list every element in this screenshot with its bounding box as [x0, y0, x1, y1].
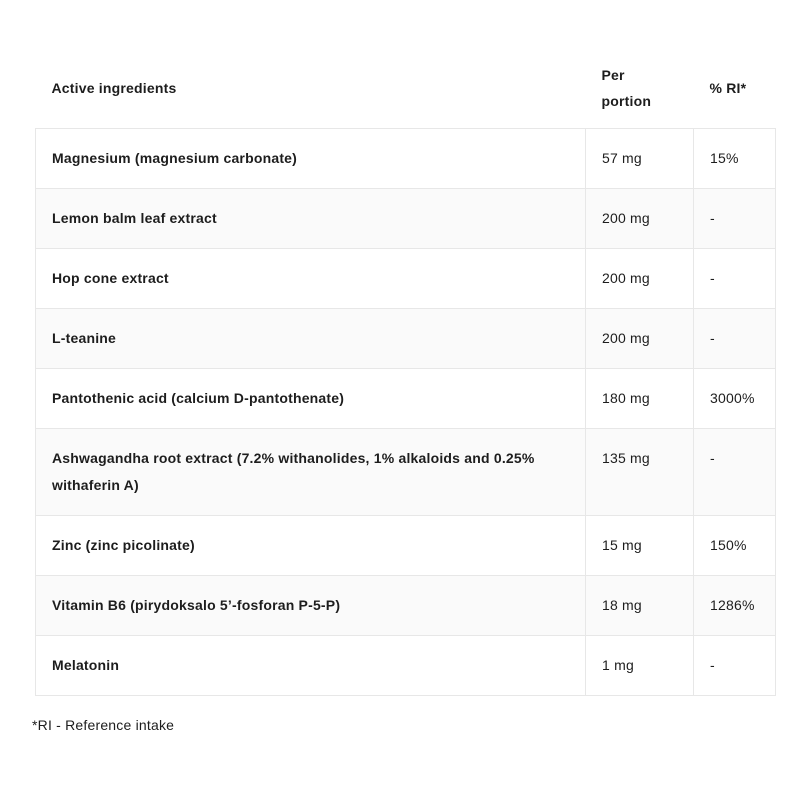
table-row: [36, 189, 776, 249]
ri-value: 1286%: [694, 576, 776, 636]
ingredient-name: Lemon balm leaf extract: [36, 189, 586, 249]
per-portion-value: 200 mg: [586, 189, 694, 249]
ri-value: -: [694, 249, 776, 309]
per-portion-value: 57 mg: [586, 129, 694, 189]
reference-intake-footnote: *RI - Reference intake: [32, 717, 175, 733]
ri-value: 3000%: [694, 369, 776, 429]
table-row: [36, 369, 776, 429]
table-row: [36, 516, 776, 576]
active-ingredients-table: [35, 54, 776, 696]
ingredient-name: Pantothenic acid (calcium D-pantothenate): [36, 369, 586, 429]
ingredient-name: Melatonin: [36, 636, 586, 696]
table-row: [36, 129, 776, 189]
ingredient-name: Ashwagandha root extract (7.2% withanolides, 1% alkaloids and 0.25% withaferin A): [36, 429, 586, 516]
header-per-portion: Per portion: [586, 54, 694, 129]
ri-value: -: [694, 636, 776, 696]
ingredient-name: L-teanine: [36, 309, 586, 369]
ri-value: -: [694, 429, 776, 516]
table-header: [36, 54, 776, 129]
per-portion-value: 200 mg: [586, 309, 694, 369]
per-portion-value: 1 mg: [586, 636, 694, 696]
ri-value: -: [694, 309, 776, 369]
ingredient-name: Hop cone extract: [36, 249, 586, 309]
per-portion-value: 135 mg: [586, 429, 694, 516]
ri-value: 150%: [694, 516, 776, 576]
header-active-ingredients: Active ingredients: [36, 54, 586, 129]
table-row: [36, 576, 776, 636]
ingredient-name: Magnesium (magnesium carbonate): [36, 129, 586, 189]
table-row: [36, 636, 776, 696]
table-row: [36, 249, 776, 309]
per-portion-value: 15 mg: [586, 516, 694, 576]
table-row: [36, 429, 776, 516]
ingredient-name: Vitamin B6 (pirydoksalo 5’-fosforan P-5-P): [36, 576, 586, 636]
per-portion-value: 180 mg: [586, 369, 694, 429]
header-ri: % RI*: [694, 54, 776, 129]
per-portion-value: 200 mg: [586, 249, 694, 309]
table-row: [36, 309, 776, 369]
ingredient-name: Zinc (zinc picolinate): [36, 516, 586, 576]
ri-value: -: [694, 189, 776, 249]
ri-value: 15%: [694, 129, 776, 189]
per-portion-value: 18 mg: [586, 576, 694, 636]
